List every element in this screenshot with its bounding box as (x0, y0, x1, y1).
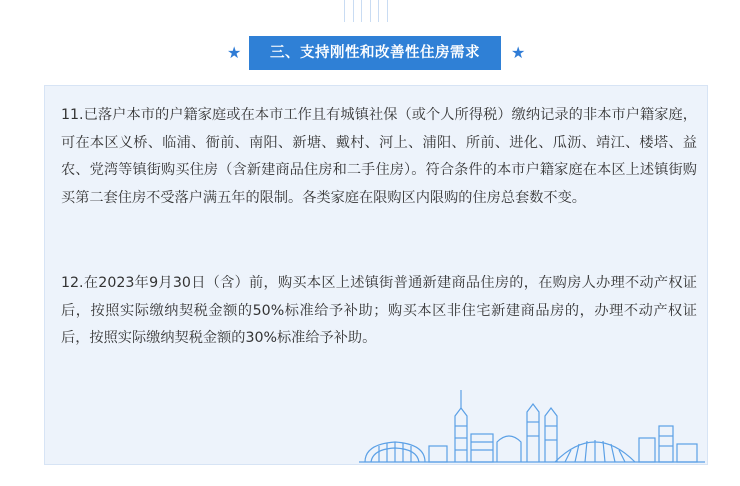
policy-item-11: 11.已落户本市的户籍家庭或在本市工作且有城镇社保（或个人所得税）缴纳记录的非本市户籍家庭，可在本区义桥、临浦、衙前、南阳、新塘、戴村、河上、浦阳、所前、进化、瓜沥、靖江、楼塔、益农、党湾等镇街购买住房（含新建商品住房和二手住房）。符合条件的本市户籍家庭在本区上述镇街购买第二套住房不受落户满五年的限制。各类家庭在限购区内限购的住房总套数不变。 (61, 107, 697, 206)
section-header (0, 36, 740, 70)
star-icon: ★ (227, 43, 242, 62)
star-icon: ★ (511, 43, 526, 62)
city-skyline-illustration (359, 386, 705, 464)
policy-content-box (44, 85, 708, 465)
policy-item-12: 12.在2023年9月30日（含）前，购买本区上述镇街普通新建商品住房的，在购房人办理不动产权证后，按照实际缴纳契税金额的50%标准给予补助；购买本区非住宅新建商品房的，办理不动产权证后，按照实际缴纳契税金额的30%标准给予补助。 (61, 275, 697, 346)
section-title: 三、支持刚性和改善性住房需求 (249, 36, 501, 70)
decorative-stripes (344, 0, 388, 22)
